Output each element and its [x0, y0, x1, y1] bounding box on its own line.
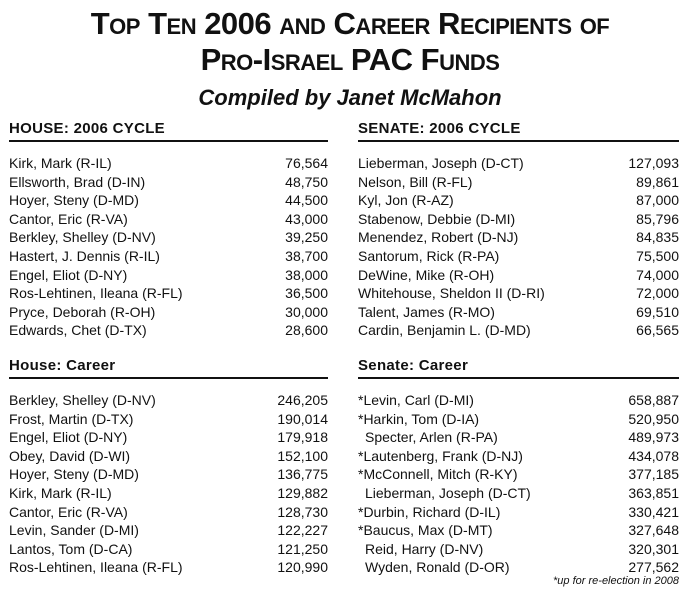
recipient-amount: 48,750: [285, 173, 328, 190]
senate-career-heading: Senate: Career: [358, 357, 679, 379]
recipient-name: Engel, Eliot (D-NY): [9, 266, 128, 283]
recipient-amount: 179,918: [277, 429, 328, 446]
recipient-amount: 75,500: [636, 247, 679, 264]
list-item: [9, 447, 328, 466]
recipient-amount: 190,014: [277, 410, 328, 427]
list-item: [9, 521, 328, 540]
list-item: [9, 210, 328, 229]
list-item: [9, 465, 328, 484]
recipient-amount: 136,775: [277, 466, 328, 483]
recipient-amount: 72,000: [636, 285, 679, 302]
list-item: [358, 410, 679, 429]
list-item: [9, 228, 328, 247]
recipient-name: DeWine, Mike (R-OH): [358, 266, 495, 283]
list-item: [358, 173, 679, 192]
recipient-amount: 39,250: [285, 229, 328, 246]
page-title-line-2: Pro-Israel PAC Funds: [200, 42, 500, 77]
list-item: [358, 428, 679, 447]
list-item: [358, 247, 679, 266]
recipient-name: *Durbin, Richard (D-IL): [358, 503, 501, 520]
recipient-amount: 122,227: [277, 522, 328, 539]
list-item: [9, 391, 328, 410]
list-item: [358, 391, 679, 410]
house-career-section: [9, 357, 328, 577]
recipient-amount: 30,000: [285, 303, 328, 320]
list-item: [9, 410, 328, 429]
recipient-name: Engel, Eliot (D-NY): [9, 429, 128, 446]
list-item: [9, 173, 328, 192]
house-career-heading: House: Career: [9, 357, 328, 379]
list-item: [9, 154, 328, 173]
list-item: [358, 191, 679, 210]
list-item: [358, 447, 679, 466]
recipient-name: Nelson, Bill (R-FL): [358, 173, 473, 190]
recipient-amount: 320,301: [628, 540, 679, 557]
recipient-name: *McConnell, Mitch (R-KY): [358, 466, 518, 483]
recipient-amount: 127,093: [628, 155, 679, 171]
house-2006-section: [9, 120, 328, 340]
recipient-amount: 277,562: [628, 559, 679, 576]
recipient-name: Wyden, Ronald (D-OR): [365, 559, 510, 576]
recipient-name: Hastert, J. Dennis (R-IL): [9, 247, 160, 264]
recipient-name: Stabenow, Debbie (D-MI): [358, 210, 516, 227]
recipient-amount: 363,851: [628, 484, 679, 501]
list-item: [9, 321, 328, 340]
recipient-name: *Levin, Carl (D-MI): [358, 392, 474, 408]
footnote: *up for re-election in 2008: [553, 575, 679, 587]
list-item: [358, 521, 679, 540]
list-item: [9, 484, 328, 503]
recipient-name: Hoyer, Steny (D-MD): [9, 466, 139, 483]
recipient-amount: 489,973: [628, 429, 679, 446]
list-item: [9, 266, 328, 285]
recipient-name: Reid, Harry (D-NV): [365, 540, 484, 557]
recipient-amount: 69,510: [636, 303, 679, 320]
recipient-name: Ellsworth, Brad (D-IN): [9, 173, 146, 190]
list-item: [358, 484, 679, 503]
recipient-amount: 129,882: [277, 484, 328, 501]
recipient-name: Specter, Arlen (R-PA): [365, 429, 498, 446]
recipient-name: Cantor, Eric (R-VA): [9, 503, 128, 520]
recipient-name: Lieberman, Joseph (D-CT): [358, 155, 524, 171]
recipient-amount: 84,835: [636, 229, 679, 246]
recipient-name: Edwards, Chet (D-TX): [9, 322, 147, 339]
recipient-name: Lieberman, Joseph (D-CT): [365, 484, 531, 501]
recipient-amount: 36,500: [285, 285, 328, 302]
recipient-amount: 44,500: [285, 192, 328, 209]
recipient-name: Santorum, Rick (R-PA): [358, 247, 500, 264]
recipient-name: Cantor, Eric (R-VA): [9, 210, 128, 227]
recipient-amount: 520,950: [628, 410, 679, 427]
recipient-amount: 87,000: [636, 192, 679, 209]
recipient-name: Cardin, Benjamin L. (D-MD): [358, 322, 531, 339]
recipient-name: Whitehouse, Sheldon II (D-RI): [358, 285, 545, 302]
recipient-name: Frost, Martin (D-TX): [9, 410, 134, 427]
recipient-name: Kyl, Jon (R-AZ): [358, 192, 454, 209]
recipient-amount: 434,078: [628, 447, 679, 464]
list-item: [9, 247, 328, 266]
list-item: [358, 303, 679, 322]
recipient-name: Berkley, Shelley (D-NV): [9, 392, 156, 408]
recipient-name: *Harkin, Tom (D-IA): [358, 410, 480, 427]
recipient-name: *Lautenberg, Frank (D-NJ): [358, 447, 523, 464]
senate-career-section: [358, 357, 679, 577]
recipient-amount: 246,205: [277, 392, 328, 408]
recipient-amount: 152,100: [277, 447, 328, 464]
list-item: [358, 465, 679, 484]
list-item: [358, 210, 679, 229]
byline: Compiled by Janet McMahon: [198, 85, 502, 110]
list-item: [358, 266, 679, 285]
recipient-amount: 121,250: [277, 540, 328, 557]
recipient-amount: 128,730: [277, 503, 328, 520]
list-item: [358, 540, 679, 559]
recipient-name: Ros-Lehtinen, Ileana (R-FL): [9, 559, 183, 576]
recipient-amount: 327,648: [628, 522, 679, 539]
recipient-name: Obey, David (D-WI): [9, 447, 131, 464]
recipient-name: Lantos, Tom (D-CA): [9, 540, 133, 557]
list-item: [358, 228, 679, 247]
recipient-amount: 38,700: [285, 247, 328, 264]
house-2006-heading: HOUSE: 2006 CYCLE: [9, 120, 328, 142]
recipient-amount: 377,185: [628, 466, 679, 483]
recipient-amount: 89,861: [636, 173, 679, 190]
recipient-amount: 66,565: [636, 322, 679, 339]
list-item: [9, 428, 328, 447]
recipient-amount: 658,887: [628, 392, 679, 408]
list-item: [358, 154, 679, 173]
senate-2006-heading: SENATE: 2006 CYCLE: [358, 120, 679, 142]
list-item: [9, 303, 328, 322]
recipient-amount: 28,600: [285, 322, 328, 339]
recipient-amount: 38,000: [285, 266, 328, 283]
recipient-name: Hoyer, Steny (D-MD): [9, 192, 139, 209]
recipient-name: Kirk, Mark (R-IL): [9, 484, 112, 501]
recipient-name: Ros-Lehtinen, Ileana (R-FL): [9, 285, 183, 302]
list-item: [358, 321, 679, 340]
recipient-amount: 330,421: [628, 503, 679, 520]
list-item: [9, 284, 328, 303]
recipient-name: Menendez, Robert (D-NJ): [358, 229, 519, 246]
list-item: [9, 540, 328, 559]
list-item: [358, 284, 679, 303]
recipient-name: Berkley, Shelley (D-NV): [9, 229, 156, 246]
recipient-amount: 76,564: [285, 155, 328, 171]
recipient-name: Levin, Sander (D-MI): [9, 522, 139, 539]
recipient-name: *Baucus, Max (D-MT): [358, 522, 493, 539]
list-item: [9, 191, 328, 210]
recipient-amount: 74,000: [636, 266, 679, 283]
page-title: Top Ten 2006 and Career Recipients of: [90, 6, 610, 41]
list-item: [358, 503, 679, 522]
recipient-amount: 85,796: [636, 210, 679, 227]
recipient-amount: 120,990: [277, 559, 328, 576]
recipient-amount: 43,000: [285, 210, 328, 227]
list-item: [9, 503, 328, 522]
list-item: [9, 558, 328, 577]
recipient-name: Talent, James (R-MO): [358, 303, 495, 320]
recipient-name: Kirk, Mark (R-IL): [9, 155, 112, 171]
recipient-name: Pryce, Deborah (R-OH): [9, 303, 156, 320]
senate-2006-section: [358, 120, 679, 340]
